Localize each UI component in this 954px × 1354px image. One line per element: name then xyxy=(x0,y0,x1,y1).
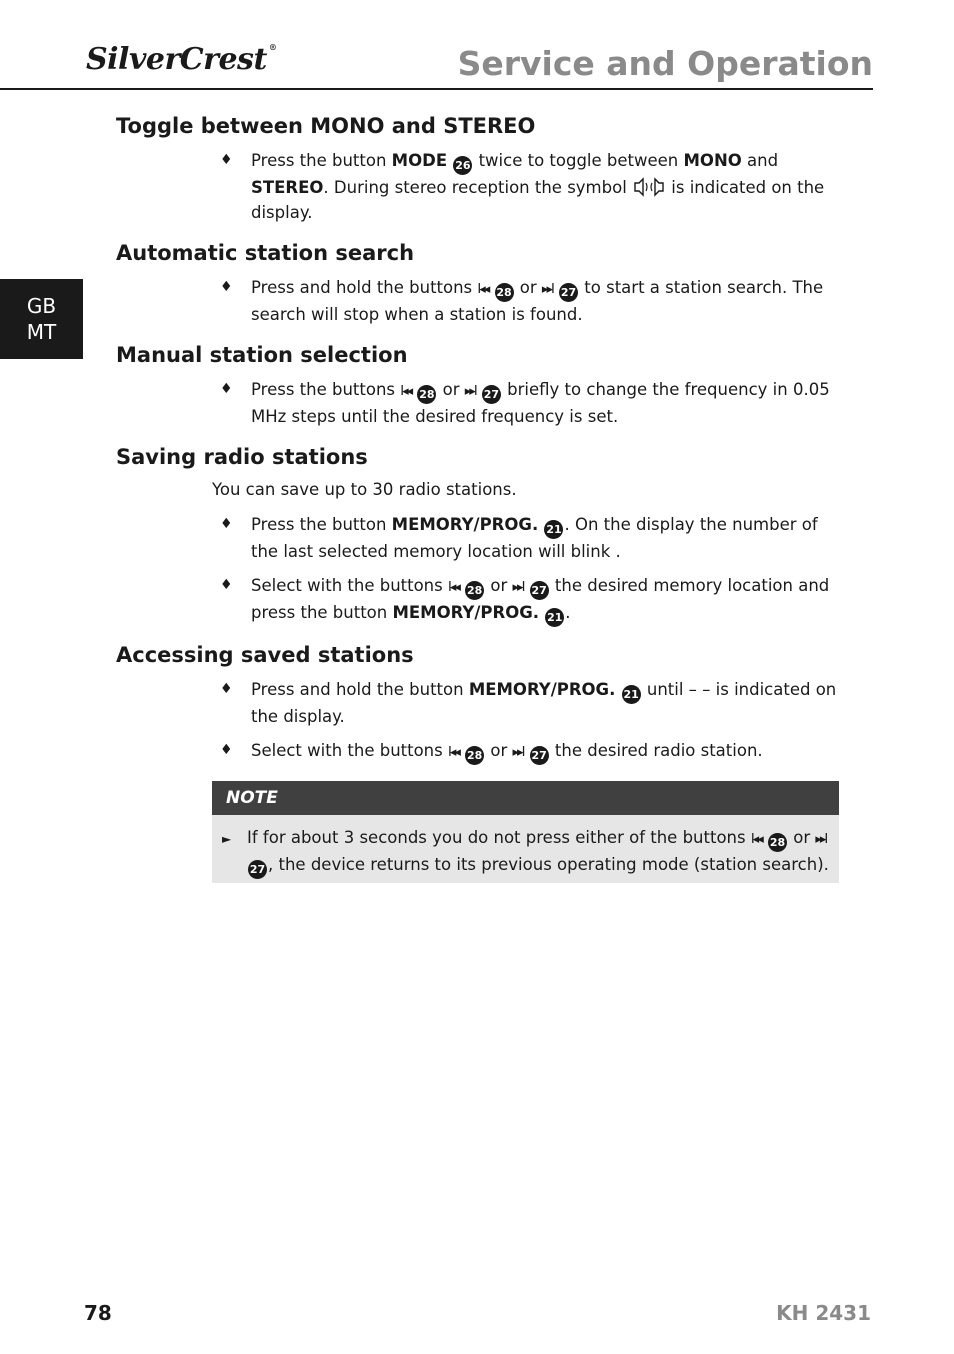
diamond-bullet-icon: ♦ xyxy=(220,681,233,697)
main-content xyxy=(116,114,840,883)
skip-back-icon: I◂◂ xyxy=(750,832,762,847)
list-item: ♦ Press the button MEMORY/PROG. 21 . On the display the number of the last selected memory location will blink . xyxy=(116,512,840,564)
section-mono-stereo xyxy=(116,114,840,225)
list-item: ♦ Press and hold the buttons I◂◂ 28 or ▸▸I 27 to start a station search. The search will stop when a station is found. xyxy=(116,275,840,327)
diamond-bullet-icon: ♦ xyxy=(220,742,233,758)
callout-number: 28 xyxy=(465,581,484,600)
list-item: ♦ Press and hold the button MEMORY/PROG. 21 until – – is indicated on the display. xyxy=(116,677,840,729)
skip-forward-icon: ▸▸I xyxy=(541,282,553,297)
list-item: ♦ Press the buttons I◂◂ 28 or ▸▸I 27 briefly to change the frequency in 0.05 MHz steps until the desired frequency is set. xyxy=(116,377,840,429)
section-manual-selection xyxy=(116,343,840,429)
callout-number: 27 xyxy=(559,283,578,302)
skip-back-icon: I◂◂ xyxy=(448,580,459,595)
callout-number: 28 xyxy=(495,283,514,302)
section-title: Accessing saved stations xyxy=(116,643,414,667)
section-automatic-search xyxy=(116,241,840,327)
callout-number: 26 xyxy=(453,156,472,175)
diamond-bullet-icon: ♦ xyxy=(220,381,233,397)
diamond-bullet-icon: ♦ xyxy=(220,152,233,168)
language-tab xyxy=(0,279,83,359)
callout-number: 21 xyxy=(545,608,564,627)
list-item: ♦ Press the button MODE 26 twice to toggle between MONO and STEREO. During stereo reception the symbol is indicated on the display. xyxy=(116,148,840,225)
note-heading: NOTE xyxy=(212,781,839,815)
skip-forward-icon: ▸▸I xyxy=(815,832,827,847)
page-number: 78 xyxy=(84,1301,112,1325)
callout-number: 28 xyxy=(417,385,436,404)
callout-number: 27 xyxy=(530,581,549,600)
section-title: Manual station selection xyxy=(116,343,408,367)
callout-number: 27 xyxy=(482,385,501,404)
note-body: ► If for about 3 seconds you do not press either of the buttons I◂◂ 28 or ▸▸I 27 , the device returns to its previous operating mode (station search). xyxy=(212,815,839,883)
callout-number: 27 xyxy=(530,746,549,765)
skip-forward-icon: ▸▸I xyxy=(512,745,524,760)
skip-back-icon: I◂◂ xyxy=(477,282,489,297)
section-saving-stations xyxy=(116,445,840,627)
section-title: Toggle between MONO and STEREO xyxy=(116,114,536,138)
language-code-gb: GB xyxy=(26,294,57,318)
page-header xyxy=(0,40,873,90)
skip-forward-icon: ▸▸I xyxy=(464,384,476,399)
diamond-bullet-icon: ♦ xyxy=(220,577,233,593)
diamond-bullet-icon: ♦ xyxy=(220,279,233,295)
arrow-bullet-icon: ► xyxy=(222,832,232,846)
brand-logo: SilverCrest ® xyxy=(86,42,277,77)
callout-number: 28 xyxy=(465,746,484,765)
note-box xyxy=(212,781,839,883)
list-item: ♦ Select with the buttons I◂◂ 28 or ▸▸I 27 the desired memory location and press the button MEMORY/PROG. 21 . xyxy=(116,573,840,627)
callout-number: 21 xyxy=(544,520,563,539)
intro-text: You can save up to 30 radio stations. xyxy=(212,480,517,499)
callout-number: 21 xyxy=(622,685,641,704)
callout-number: 27 xyxy=(248,860,267,879)
diamond-bullet-icon: ♦ xyxy=(220,516,233,532)
language-code-mt: MT xyxy=(26,320,57,344)
callout-number: 28 xyxy=(768,833,787,852)
section-accessing-stations xyxy=(116,643,840,765)
list-item: ♦ Select with the buttons I◂◂ 28 or ▸▸I 27 the desired radio station. xyxy=(116,738,840,765)
stereo-speaker-icon xyxy=(632,177,666,197)
skip-forward-icon: ▸▸I xyxy=(512,580,524,595)
skip-back-icon: I◂◂ xyxy=(448,745,459,760)
section-title: Saving radio stations xyxy=(116,445,368,469)
page-title: Service and Operation xyxy=(457,44,873,83)
skip-back-icon: I◂◂ xyxy=(400,384,412,399)
model-number: KH 2431 xyxy=(776,1301,871,1325)
section-title: Automatic station search xyxy=(116,241,415,265)
